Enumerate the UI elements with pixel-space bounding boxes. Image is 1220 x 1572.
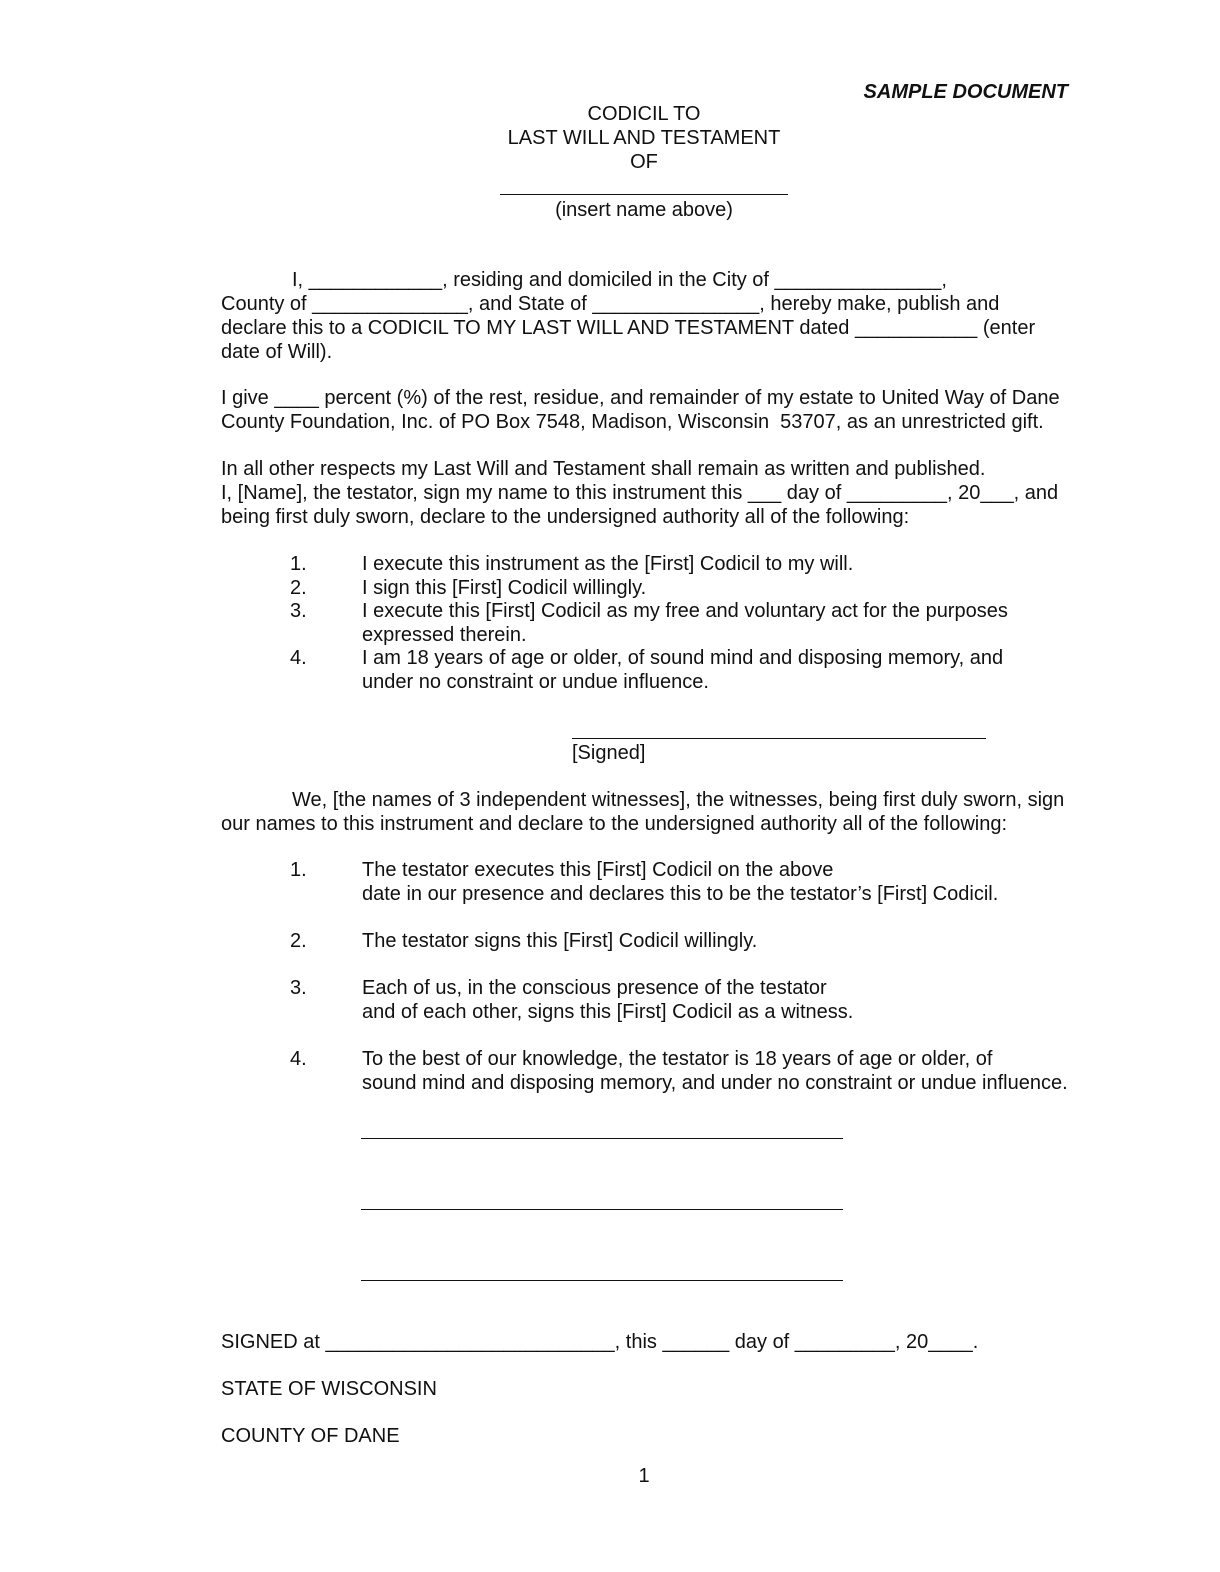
- county-label: COUNTY OF DANE: [221, 1425, 400, 1447]
- testator-item-number: 2.: [290, 577, 307, 599]
- title-line-3: OF: [630, 151, 658, 173]
- title-line-1: CODICIL TO: [587, 103, 701, 125]
- witness-item-text: The testator signs this [First] Codicil willingly.: [362, 930, 758, 952]
- intro-line-2: County of ______________, and State of _______________, hereby make, publish and: [221, 293, 1000, 315]
- testator-item-number: 1.: [290, 553, 307, 575]
- witness-item-number: 3.: [290, 977, 307, 999]
- sample-document-label: SAMPLE DOCUMENT: [863, 81, 1068, 103]
- gift-line-1: I give ____ percent (%) of the rest, residue, and remainder of my estate to United Way of Dane: [221, 387, 1060, 409]
- witness-item-text: To the best of our knowledge, the testator is 18 years of age or older, of: [362, 1048, 993, 1070]
- witness-item-text: Each of us, in the conscious presence of the testator: [362, 977, 827, 999]
- witness-item-text-cont: date in our presence and declares this to be the testator’s [First] Codicil.: [362, 883, 999, 905]
- witness-item-number: 1.: [290, 859, 307, 881]
- testator-item-text: I am 18 years of age or older, of sound mind and disposing memory, and: [362, 647, 1004, 669]
- witness-item-number: 2.: [290, 930, 307, 952]
- state-label: STATE OF WISCONSIN: [221, 1378, 437, 1400]
- witness-signature-line-2[interactable]: [361, 1209, 843, 1210]
- title-line-2: LAST WILL AND TESTAMENT: [507, 127, 781, 149]
- witness-signature-line-3[interactable]: [361, 1280, 843, 1281]
- signed-at-line: SIGNED at __________________________, this ______ day of _________, 20____.: [221, 1331, 979, 1353]
- witness-intro-line-2: our names to this instrument and declare to the undersigned authority all of the following:: [221, 813, 1008, 835]
- witness-item-text: The testator executes this [First] Codicil on the above: [362, 859, 834, 881]
- witness-item-text-cont: and of each other, signs this [First] Codicil as a witness.: [362, 1001, 854, 1023]
- gift-line-2: County Foundation, Inc. of PO Box 7548, Madison, Wisconsin 53707, as an unrestricted gift.: [221, 411, 1044, 433]
- testator-item-text-cont: under no constraint or undue influence.: [362, 671, 709, 693]
- respects-line-3: being first duly sworn, declare to the undersigned authority all of the following:: [221, 506, 910, 528]
- testator-item-text: I execute this instrument as the [First] Codicil to my will.: [362, 553, 854, 575]
- witness-signature-line-1[interactable]: [361, 1138, 843, 1139]
- signed-label: [Signed]: [572, 742, 646, 764]
- intro-line-1: I, ____________, residing and domiciled in the City of _______________,: [292, 269, 947, 291]
- testator-item-text: I execute this [First] Codicil as my free and voluntary act for the purposes: [362, 600, 1008, 622]
- witness-item-text-cont: sound mind and disposing memory, and under no constraint or undue influence.: [362, 1072, 1068, 1094]
- testator-signature-line[interactable]: [572, 738, 986, 739]
- intro-line-3: declare this to a CODICIL TO MY LAST WILL AND TESTAMENT dated ___________ (enter: [221, 317, 1036, 339]
- respects-line-1: In all other respects my Last Will and Testament shall remain as written and published.: [221, 458, 986, 480]
- page-number: 1: [638, 1465, 650, 1487]
- testator-name-blank[interactable]: [500, 194, 788, 195]
- respects-line-2: I, [Name], the testator, sign my name to this instrument this ___ day of _________, 20___, and: [221, 482, 1059, 504]
- name-hint: (insert name above): [555, 199, 733, 221]
- testator-item-text-cont: expressed therein.: [362, 624, 527, 646]
- witness-intro-line-1: We, [the names of 3 independent witnesses], the witnesses, being first duly sworn, sign: [292, 789, 1065, 811]
- testator-item-text: I sign this [First] Codicil willingly.: [362, 577, 647, 599]
- intro-line-4: date of Will).: [221, 341, 333, 363]
- witness-item-number: 4.: [290, 1048, 307, 1070]
- testator-item-number: 3.: [290, 600, 307, 622]
- testator-item-number: 4.: [290, 647, 307, 669]
